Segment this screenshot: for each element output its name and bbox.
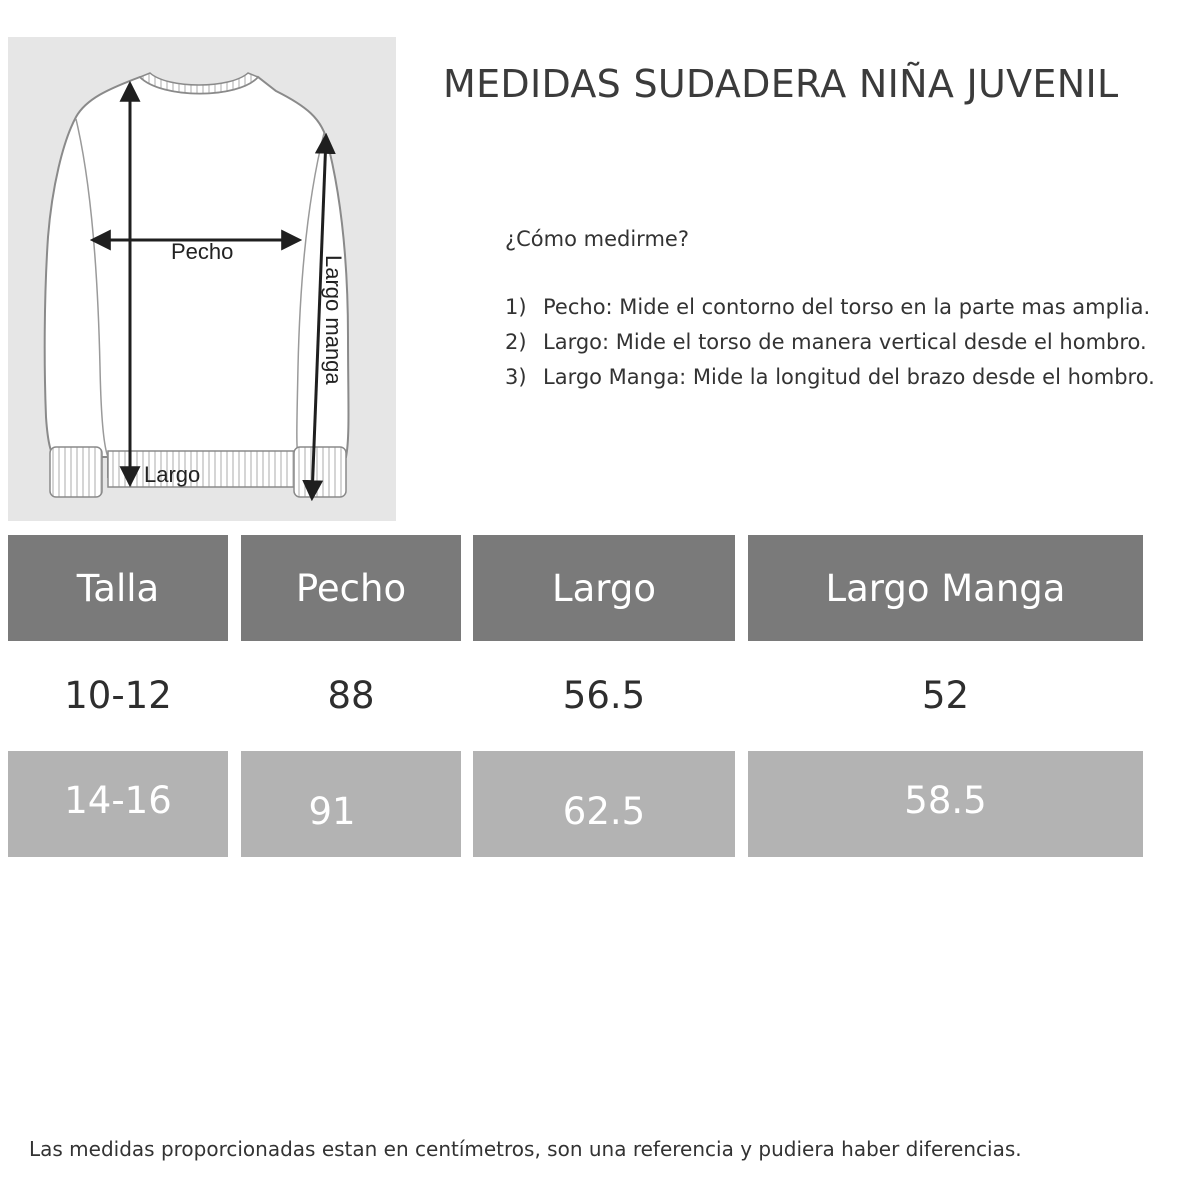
table-cell-largo-manga: 52 [921, 673, 970, 717]
table-cell-largo [473, 751, 735, 857]
instruction-number: 3) [505, 365, 527, 389]
table-cell-pecho: 88 [327, 673, 375, 717]
header-talla: Talla [8, 535, 228, 641]
length-label: Largo [144, 462, 201, 487]
table-cell-talla: 10-12 [64, 673, 172, 717]
table-cell-largo-manga [748, 751, 1143, 857]
table-cell-text: 62.5 [562, 789, 646, 833]
header-largo: Largo [473, 535, 735, 641]
instruction-item [505, 360, 1195, 395]
table-cell-text: 91 [308, 789, 356, 833]
chest-label: Pecho [171, 239, 234, 264]
table-cell-largo: 56.5 [562, 673, 646, 717]
instruction-number: 2) [505, 330, 527, 354]
table-cell-text: 58.5 [904, 779, 987, 822]
right-cuff [294, 447, 346, 497]
header-pecho: Pecho [241, 535, 461, 641]
sweatshirt-illustration [8, 37, 396, 521]
page-title: MEDIDAS SUDADERA NIÑA JUVENIL [443, 62, 1119, 106]
instruction-text: Largo Manga: Mide la longitud del brazo desde el hombro. [543, 365, 1155, 389]
table-cell-pecho [241, 751, 461, 857]
waistband [108, 451, 298, 487]
instruction-text: Largo: Mide el torso de manera vertical desde el hombro. [543, 330, 1147, 354]
footnote: Las medidas proporcionadas estan en centímetros, son una referencia y pudiera haber diferencias. [29, 1137, 1022, 1161]
instruction-item [505, 325, 1195, 360]
instruction-item [505, 290, 1195, 325]
table-cell-text: 14-16 [64, 779, 172, 822]
left-cuff [50, 447, 102, 497]
how-to-measure-heading: ¿Cómo medirme? [505, 227, 689, 251]
instructions-list [505, 290, 1195, 395]
instruction-text: Pecho: Mide el contorno del torso en la parte mas amplia. [543, 295, 1151, 319]
sleeve-label: Largo manga [321, 255, 346, 385]
table-cell-talla [8, 751, 228, 857]
instruction-number: 1) [505, 295, 527, 319]
sweatshirt-figure [8, 37, 396, 521]
header-largo-manga: Largo Manga [748, 535, 1143, 641]
